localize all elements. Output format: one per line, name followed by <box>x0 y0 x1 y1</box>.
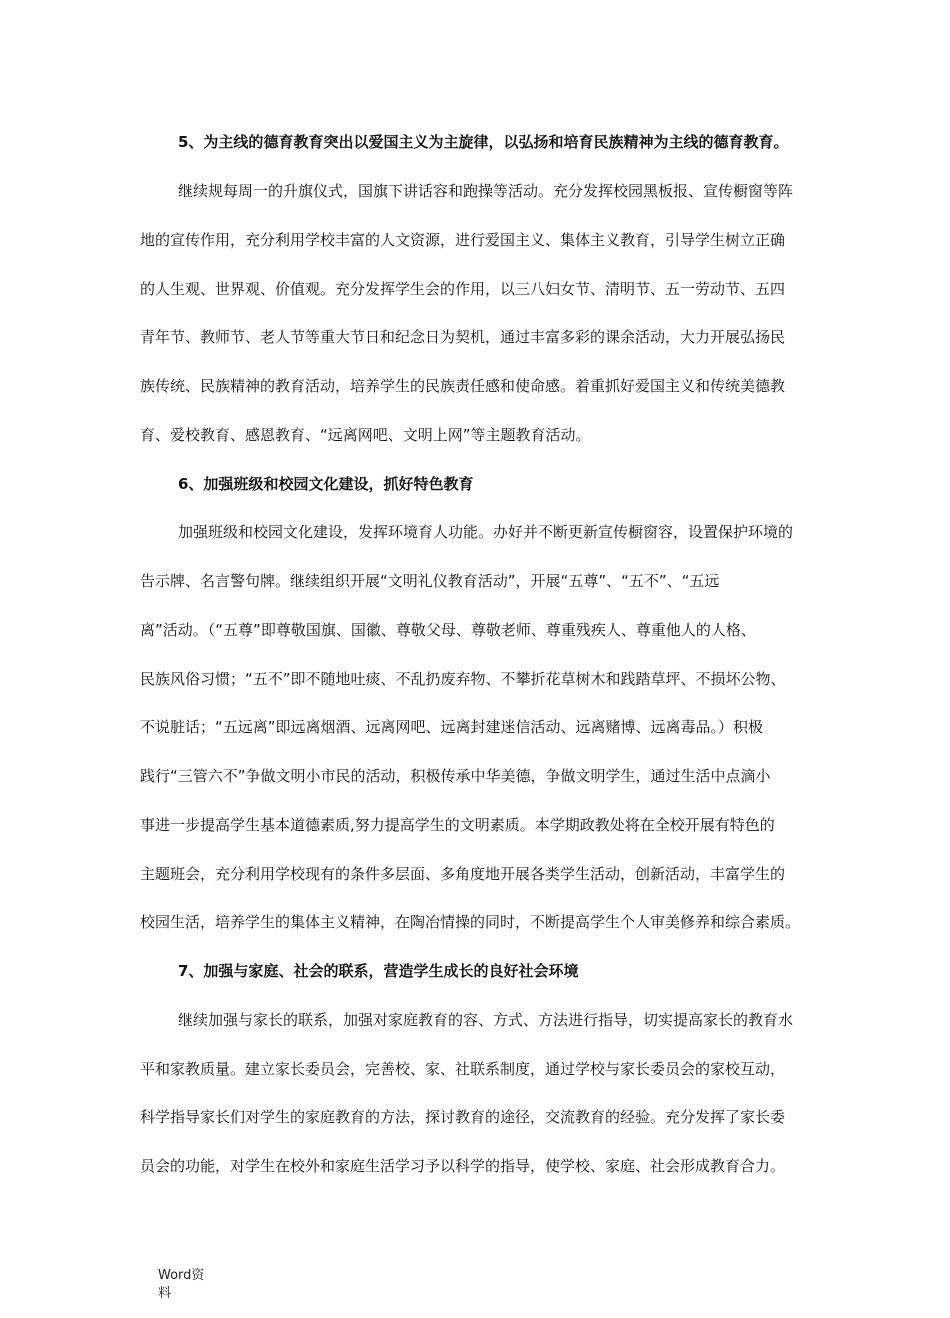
section-5-line: 继续规每周一的升旗仪式，国旗下讲话容和跑操等活动。充分发挥校园黑板报、宣传橱窗等阵 <box>178 182 794 200</box>
footer-label-continued: 料 <box>158 1286 172 1301</box>
section-6-line: 不说脏话；“五远离”即远离烟酒、远离网吧、远离封建迷信活动、远离赌博、远离毒品。）积极 <box>140 718 764 736</box>
section-6-line: 告示牌、名言警句牌。继续组织开展“文明礼仪教育活动”，开展“五尊”、“五不”、“五远 <box>140 572 720 590</box>
section-5-line: 地的宣传作用，充分利用学校丰富的人文资源，进行爱国主义、集体主义教育，引导学生树立正确 <box>140 231 786 249</box>
section-6-line: 事进一步提高学生基本道德素质,努力提高学生的文明素质。本学期政教处将在全校开展有特色的 <box>140 816 775 834</box>
section-6-heading: 6、加强班级和校园文化建设，抓好特色教育 <box>178 475 474 493</box>
section-6-line: 主题班会，充分利用学校现有的条件多层面、多角度地开展各类学生活动，创新活动，丰富学生的 <box>140 865 786 883</box>
section-5-heading: 5、为主线的德育教育突出以爱国主义为主旋律，以弘扬和培育民族精神为主线的德育教育。 <box>178 133 789 151</box>
section-5-line: 青年节、教师节、老人节等重大节日和纪念日为契机，通过丰富多彩的课余活动，大力开展弘扬民 <box>140 328 786 346</box>
section-7-line: 平和家教质量。建立家长委员会，完善校、家、社联系制度，通过学校与家长委员会的家校互动， <box>140 1060 786 1078</box>
section-7-heading: 7、加强与家庭、社会的联系，营造学生成长的良好社会环境 <box>178 962 579 980</box>
section-6-line: 离”活动。（“五尊”即尊敬国旗、国徽、尊敬父母、尊敬老师、尊重残疾人、尊重他人的人格、 <box>140 621 756 639</box>
section-6-line: 民族风俗习惯；“五不”即不随地吐痰、不乱扔废弃物、不攀折花草树木和践踏草坪、不损坏公物、 <box>140 670 786 688</box>
section-7-line: 员会的功能，对学生在校外和家庭生活学习予以科学的指导，使学校、家庭、社会形成教育合力。 <box>140 1157 786 1175</box>
section-6-line: 践行“三管六不”争做文明小市民的活动，积极传承中华美德，争做文明学生，通过生活中点滴小 <box>140 767 771 785</box>
section-5-line: 育、爱校教育、感恩教育、“远离网吧、文明上网”等主题教育活动。 <box>140 426 591 444</box>
section-6-line: 校园生活，培养学生的集体主义精神，在陶冶情操的同时，不断提高学生个人审美修养和综合素质。 <box>140 913 801 931</box>
section-7-line: 继续加强与家长的联系，加强对家庭教育的容、方式、方法进行指导，切实提高家长的教育水 <box>178 1011 794 1029</box>
section-5-line: 的人生观、世界观、价值观。充分发挥学生会的作用，以三八妇女节、清明节、五一劳动节、五四 <box>140 280 786 298</box>
section-5-line: 族传统、民族精神的教育活动，培养学生的民族责任感和使命感。着重抓好爱国主义和传统美德教 <box>140 377 786 395</box>
footer-label: Word资 <box>158 1268 205 1283</box>
section-6-line: 加强班级和校园文化建设，发挥环境育人功能。办好并不断更新宣传橱窗容，设置保护环境的 <box>178 523 794 541</box>
section-7-line: 科学指导家长们对学生的家庭教育的方法，探讨教育的途径，交流教育的经验。充分发挥了家长委 <box>140 1108 786 1126</box>
